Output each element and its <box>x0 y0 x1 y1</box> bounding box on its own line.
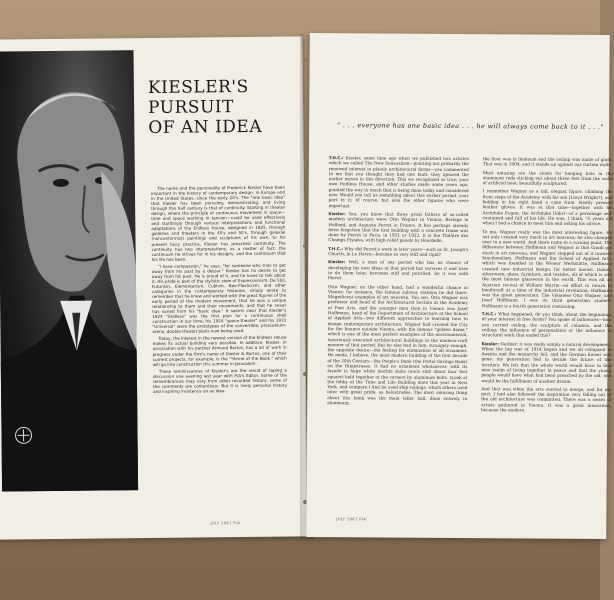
interview-column-2 <box>481 156 613 416</box>
interview-paragraph <box>481 386 611 413</box>
paragraph-text: Most amazing are the stools for hanging hats in the aluminum rods sticking out about three feet from the walls of artificial heat, beautifully sculptured. <box>482 169 613 186</box>
binding-hole <box>303 244 307 248</box>
intro-paragraph: "I have compassion," he says, "for someone who tries to get away from his past by a detour." Kiesler has no desire to get away from his past. He is proud of it, and he loves to talk about it. His pride is part of the stylistic stew of Expressionism, De Stijl, Futurism, Elementarism, Cubism, Neo-Plasticism, and other categories in the contemporary histories, simply wrote to remember that he knew and worked with the great figures of the early period of the modern movement, that he was a unique relationship to them and their movements, and that he never has varied from his "basic idea." It seems clear that Kiesler's 1924 "Endless" was the first plan for a continuous shell construction in our time; his 1924 "space-theater" and his 1931 "Universal" were the prototypes of the convertible, proscenium-arena, double-theater plans now being used. <box>151 262 287 335</box>
pull-quote: " . . . everyone has one basic idea . . . he will always come back to it . . ." <box>337 121 604 132</box>
interview-paragraph <box>328 246 468 258</box>
paragraph-text: Kiesler, some time ago when we published two articles which we called The New Sensualism—pointing out primarily the renewed interest in plastic architectural forms—you commented to me that you thought they had one fault: they ignored the earlier moves in this direction. This we recognized as true; your own Endless House, and other studies made some years ago, pointed the way to much that is being done today and considered new. Would you tell us something about this earlier period, your part in it; of course, but also the other figures who were important. <box>328 155 469 208</box>
speaker-label: T.H.C.: <box>328 245 343 251</box>
interview-column-1 <box>327 155 469 409</box>
portrait-figure <box>0 50 138 491</box>
interview-paragraph <box>329 155 469 209</box>
paragraph-text: What happened, do you think, about the beginnings of your interest in free forms? You spoke of influences—how you carried ceiling, the sculpture of columns, and the ceiling; the influence of personalities or the influence of structural work that ended this? <box>481 311 612 338</box>
binding-hole <box>303 58 307 62</box>
paragraph-text: You, you know that three great fathers of so-called modern architecture were Otto Wagner in Vienna, Berlage in Holland, and Auguste Perret in France. It has perhaps already been forgotten that the first building with a concrete frame was done by Perret in Paris, in 1921 or 1922. It is the Théâtre des Champs Elysées, with high-relief panels by Bourdelle. <box>328 211 469 244</box>
interview-paragraph <box>482 189 612 227</box>
paragraph-text: Otto Wagner, on the other hand, had a wonderful chance in Vienna; for instance, the famous subway stations he did there. Magnificent examples of art nouveau. You see, Otto Wagner was professor and head of the Architectural Section at the Academy of Fine Arts, and the younger men then in Vienna was Josef Hoffmann, head of the Department of Architecture at the School of Applied Arts—two different approaches to learning how to design contemporary architecture. Wagner had created the City for the finance outside Vienna, with the famous "golden dome," which is one of the most perfect examples of the environmental, luxuriously executed architectural buildings in the modern-craft manner of that period. But he also had in him, strangely enough, the opposite desire—the feeling for elimination of all ornament. He made, I believe, the most modern building of the first decade of the 20th Century—the People's Bank (the Postal Savings Bank) on the Ringstrasse. It had no ornament whatsoever, with its façade in huge white marble slabs (each slab about four feet square) held together at the corners by aluminum bolts. (Look at the lobby of the Time and Life Building done this year in New York, and compare.) And he used ship-railings, which others used later with great pride, as balustrades. The most amazing thing about this bank was the main teller hall, done entirely in aluminum; <box>327 283 469 406</box>
interview-paragraph <box>482 229 613 309</box>
left-page-folio: JULY 1961 P/A <box>210 521 241 526</box>
interview-paragraph <box>328 259 468 281</box>
speaker-label: Kiesler: <box>328 259 346 265</box>
interview-paragraph <box>481 341 611 384</box>
paragraph-text: To me, Wagner really was the most interesting figure. He not only created very much in art nouveau; he also changed over to a new world. And there came to a turning point. The difference between Hoffmann and Wagner is that Gaudí got stuck in art nouveau, and Wagner stepped out of it towards functionalism. Hoffmann and the School of Applied Arts, which was founded in the Wiener Werkstätte, Hoffmann created new industrial design, far better known. Dolors, silverware, glass, furniture, and textiles, all of which is still the most famous glassware in the world. This was all an Austrian revival of William Morris—an effort to return to handicraft at a time of the industrial revolution, Hoffmann was the great generation. The Viennese Otto Wagner, and Josef Hoffmann. I was its third generation student. Hoffmann is a fourth generation continuing. <box>481 228 613 309</box>
headline-line-3: OF AN IDEA <box>148 116 263 139</box>
article-headline <box>148 77 289 138</box>
paragraph-text: And that was when the arts started to merge, and for my part, I had also followed the inspiration very falling out of the old architecture was committed. There was a series of artists gathered in Vienna. It was a great innovation, because the modern <box>481 386 612 413</box>
speaker-label: T.H.C.: <box>481 311 497 317</box>
paragraph-text: I remember Wagner as a tall, elegant figure, climbing the front steps of the Academy with his son [Lloyd Wright?], and holding in his right hand a cane from. Neatly pressed leather gloves. It was at that time—together with his Archduke Eugen, the Archduke Dohrl—of a personage self-contained and full of his life. He was, I think, 75 years old when I had a chance to meet him and asking his advice. <box>482 188 613 227</box>
headline-line-2: PURSUIT <box>148 97 235 119</box>
interview-paragraph <box>327 284 468 407</box>
speaker-label: Kiesler: <box>481 340 499 346</box>
paragraph-text: Well, a man of any period who has no chance of developing his own ideas at that period but survives it and tries to do them later, becomes stiff and petrified. So it was with Perret. <box>328 259 469 281</box>
portrait-photo <box>0 50 138 491</box>
interview-paragraph <box>483 156 613 168</box>
paragraph-text: the floor was in linoleum and the ceiling was made of glass. That was in 1904, and it stands up against our curtain walls. <box>482 156 613 168</box>
right-page-folio: JULY 1961 P/A <box>336 517 367 522</box>
speaker-label: Kiesler: <box>328 211 346 217</box>
speaker-label: T.H.C.: <box>328 155 344 161</box>
left-page <box>0 36 308 539</box>
interview-paragraph <box>482 311 612 338</box>
binding-hole <box>303 118 307 122</box>
paragraph-text: Why did Perret's work in later years—such as St. Joseph's Church, in Le Havre—become so very stiff and rigid? <box>328 245 469 257</box>
intro-paragraph: The name and the personality of Frederick Kiesler have been important in the history of contemporary design, in Europe and in the United States, since the early 20's. The "one basic idea" that Kiesler has been pursuing, demonstrating, and living through this half century is that of continuity. Starting in theater design, where the principle of continuous movement in space—time and space working in tension—could be used effectively and startlingly through various interpretations and functional adaptations of the Endless House, designed in 1925, through galleries and theaters in the 40's and 50's, through galaxial (nonconformist) paintings and sculptures of his own, to his present busy practice, Kiesler has preached continuity. The continuity has two interpretations, as a matter of fact: the continuum he strives for in his designs, and the continuum that his life has been. <box>150 184 286 262</box>
article-intro <box>151 185 287 396</box>
headline-line-1: KIESLER'S <box>147 76 249 99</box>
right-page <box>306 33 613 539</box>
interview-paragraph <box>328 211 468 244</box>
intro-paragraph: Today, the interest in the newest version of the Endless House makes its actual building very possible. In addition, Kiesler, in association with his partner Armand Bartos, has a lot of work in progress under the firm's name of Kiesler & Bartos; one of their current projects, for example, is the "Shrine of the Book," which will go into construction this summer in Jerusalem. <box>152 334 287 367</box>
paragraph-text: Neither; it was really simply a natural development. When the big war of 1914 began and we all collapsed in Austria and the monarchy fell, and the German Kaiser was gone, my generation had to decide the future of the territory. We felt that the whole world would have to find new realm of living together in peace and that the young people would have what had been preached by the old, and would be the fulfillment of another dream. <box>481 340 612 384</box>
intro-paragraph: These reminiscences of Kiesler's are the result of taping a discussion one evening last year with P/A's Editor. Some of the remembrances may vary from other recorded history; some of the comments are contentious. But it is lively personal history and inspiring insistence on an idea. <box>152 367 288 394</box>
interview-paragraph <box>483 170 613 187</box>
